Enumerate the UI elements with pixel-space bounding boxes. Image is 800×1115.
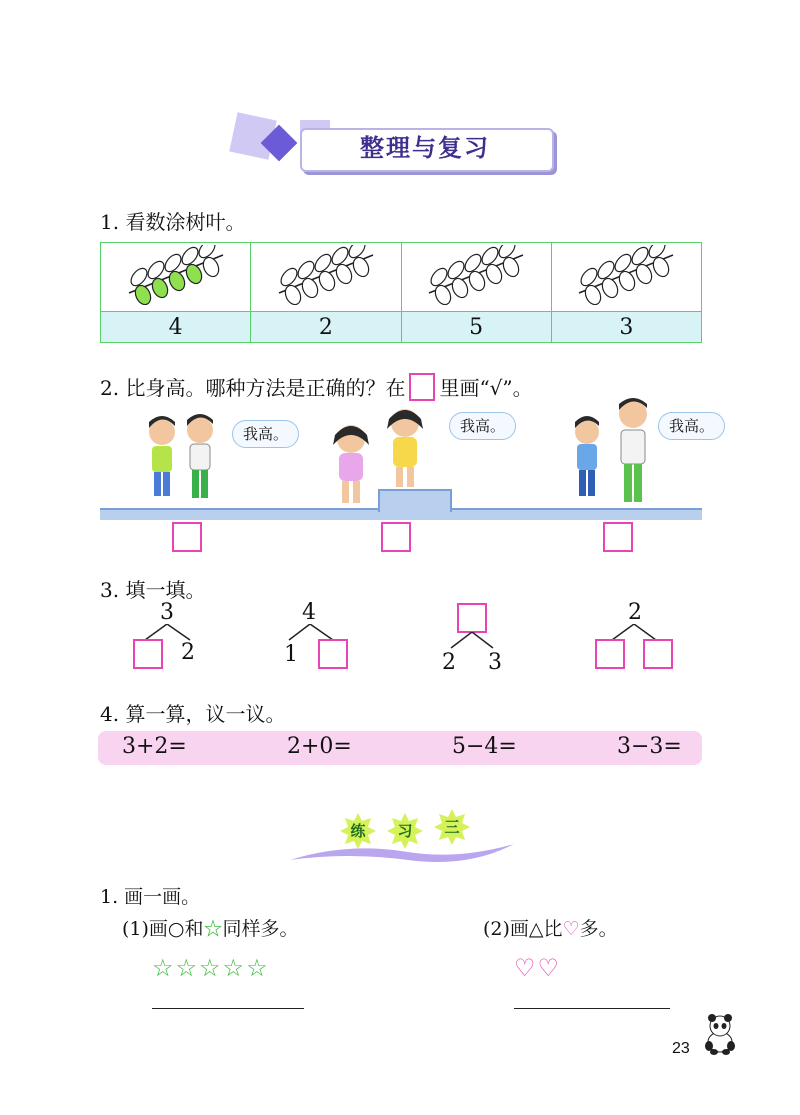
q2-heading: [100, 372, 533, 401]
leaf[interactable]: [295, 258, 317, 281]
part1-prefix: (1)画: [122, 918, 168, 940]
leaf[interactable]: [583, 283, 604, 305]
part2-bi: 比: [543, 918, 563, 940]
q4-heading: 4. 算一算，议一议。: [100, 702, 286, 726]
boys-apart-icon: [565, 398, 665, 510]
leaf[interactable]: [612, 251, 634, 274]
page-number: 23: [672, 1040, 690, 1057]
leaf[interactable]: [132, 283, 153, 305]
expression: 5−4=: [452, 734, 517, 759]
tree-top-number: 2: [628, 600, 642, 625]
leaf-count: 4: [101, 312, 251, 343]
leaf-count: 3: [551, 312, 701, 343]
fill-box[interactable]: [133, 639, 163, 669]
answer-box-3[interactable]: [603, 522, 633, 552]
leaf-cell: [101, 243, 251, 312]
leaf[interactable]: [166, 269, 187, 293]
part2-instruction: [483, 914, 618, 941]
leaf-branch-icon[interactable]: [121, 245, 231, 305]
badge-label: 练: [350, 822, 366, 840]
fill-box[interactable]: [457, 603, 487, 633]
expression: 3−3=: [617, 734, 682, 759]
leaf-cell: [551, 243, 701, 312]
leaf-branch-icon[interactable]: [571, 245, 681, 305]
speech-bubble: 我高。: [449, 412, 516, 440]
part2-prefix: (2)画: [483, 918, 529, 940]
leaf[interactable]: [501, 255, 522, 279]
circle-icon: ○: [167, 918, 185, 940]
leaf-count: 2: [251, 312, 401, 343]
leaf[interactable]: [333, 262, 354, 286]
leaf-table: [100, 242, 702, 343]
badge-label: 习: [397, 822, 413, 840]
leaf[interactable]: [445, 258, 467, 281]
answer-line-1[interactable]: [152, 1008, 304, 1009]
leaf[interactable]: [617, 269, 638, 293]
leaf[interactable]: [595, 258, 617, 281]
tree-right-number: 2: [181, 640, 195, 665]
example-box-icon: [409, 373, 435, 401]
speech-bubble: 我高。: [232, 420, 299, 448]
stars-row: ☆☆☆☆☆: [152, 954, 270, 982]
badge-label: 三: [444, 818, 460, 836]
leaf[interactable]: [299, 276, 320, 300]
leaf-cell: [251, 243, 401, 312]
part1-suffix: 同样多。: [222, 918, 299, 940]
leaf[interactable]: [462, 251, 484, 274]
fill-box[interactable]: [318, 639, 348, 669]
leaf-branch-icon[interactable]: [421, 245, 531, 305]
tree-left-number: 1: [284, 642, 298, 667]
leaf[interactable]: [200, 255, 221, 279]
leaf[interactable]: [634, 262, 655, 286]
triangle-icon: △: [528, 918, 544, 940]
leaf-branch-icon[interactable]: [271, 245, 381, 305]
q2-heading-text: 2. 比身高。哪种方法是正确的？在: [100, 376, 406, 400]
leaf-count: 5: [401, 312, 551, 343]
leaf[interactable]: [350, 255, 371, 279]
heart-icon: ♡: [562, 918, 580, 940]
q2-heading-text-end: 里画“√”。: [439, 376, 533, 400]
part1-instruction: [122, 914, 299, 941]
leaf[interactable]: [316, 269, 337, 293]
fill-box[interactable]: [595, 639, 625, 669]
answer-line-2[interactable]: [514, 1008, 670, 1009]
leaf[interactable]: [479, 245, 501, 268]
answer-box-1[interactable]: [172, 522, 202, 552]
leaf-cell: [401, 243, 551, 312]
leaf[interactable]: [329, 245, 351, 268]
q1-heading: 1. 看数涂树叶。: [100, 210, 246, 234]
leaf[interactable]: [145, 258, 167, 281]
ex1-heading: 1. 画一画。: [100, 886, 201, 908]
expression: 3+2=: [122, 734, 187, 759]
part2-suffix: 多。: [579, 918, 618, 940]
part1-and: 和: [184, 918, 204, 940]
leaf[interactable]: [149, 276, 170, 300]
branch-lines-icon: [445, 632, 505, 652]
leaf[interactable]: [179, 245, 201, 268]
panda-icon: [700, 1012, 740, 1056]
tree-left-number: 2: [442, 650, 456, 675]
leaf[interactable]: [484, 262, 505, 286]
leaf[interactable]: [162, 251, 184, 274]
fill-box[interactable]: [643, 639, 673, 669]
hearts-row: ♡♡: [514, 954, 562, 982]
leaf[interactable]: [450, 276, 471, 300]
tree-top-number: 4: [302, 600, 316, 625]
leaf[interactable]: [312, 251, 334, 274]
answer-box-2[interactable]: [381, 522, 411, 552]
calc-strip: [98, 731, 702, 765]
girls-on-step-icon: [325, 405, 435, 510]
section-title: 整理与复习: [360, 134, 490, 162]
boys-back-to-back-icon: [140, 410, 230, 510]
leaf[interactable]: [183, 262, 204, 286]
star-icon: ☆: [203, 918, 223, 940]
q3-heading: 3. 填一填。: [100, 578, 206, 602]
leaf[interactable]: [651, 255, 672, 279]
speech-bubble: 我高。: [658, 412, 725, 440]
leaf[interactable]: [282, 283, 303, 305]
leaf[interactable]: [467, 269, 488, 293]
leaf[interactable]: [433, 283, 454, 305]
leaf[interactable]: [629, 245, 651, 268]
leaf[interactable]: [600, 276, 621, 300]
tree-top-number: 3: [160, 600, 174, 625]
expression: 2+0=: [287, 734, 352, 759]
tree-right-number: 3: [488, 650, 502, 675]
